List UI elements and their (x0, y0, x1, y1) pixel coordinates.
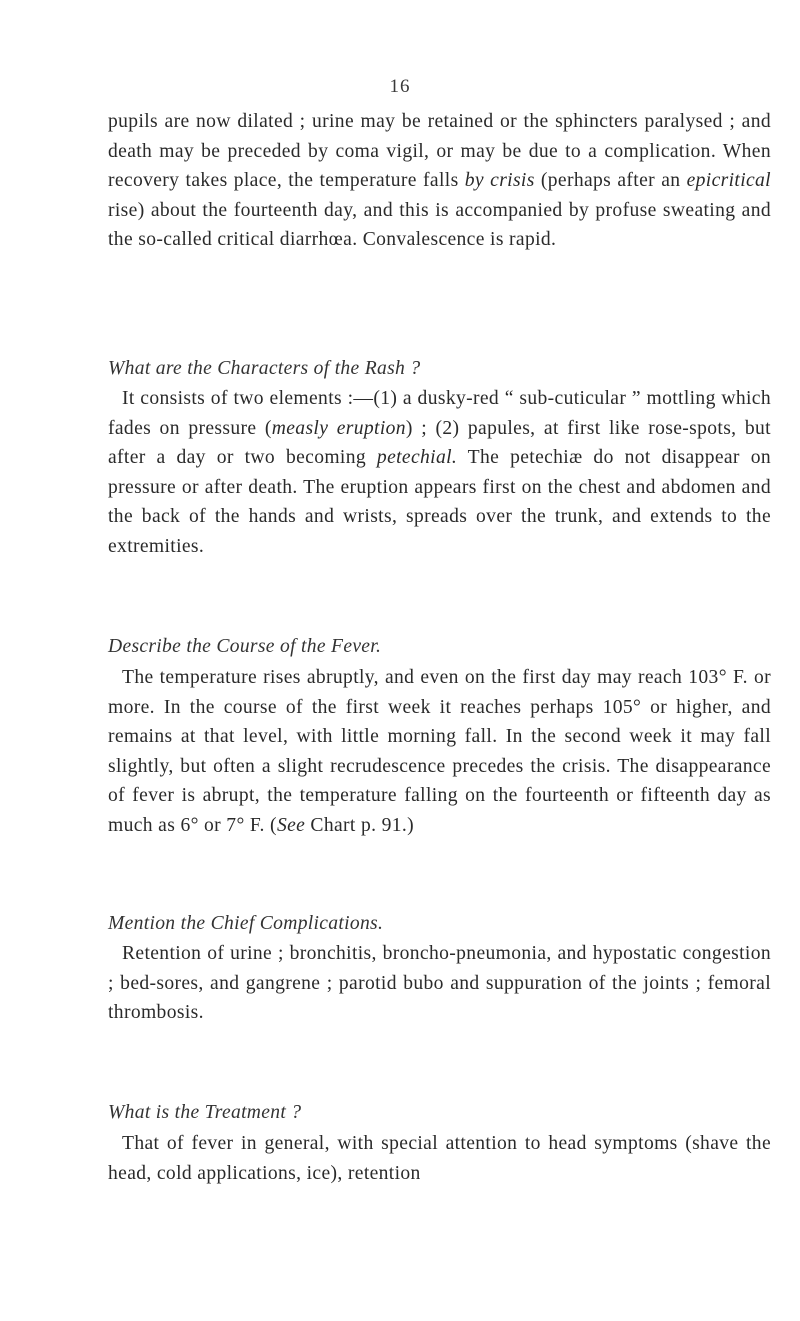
rash-text-part-2: ) ; (2) papules, at first like rose-spots, but after a day or two becoming (108, 417, 771, 469)
section-body-rash (108, 384, 771, 562)
intro-emphasis-epicritical: epicritical (686, 170, 771, 192)
course-text-part-1: The temperature rises abruptly, and even on the first day may reach 103° F. or more. In the course of the first week it reaches perhaps 105° or higher, and remains at that level, with little morning fall. In the second week it may fall slightly, but often a slight recrudescence precedes the crisis. The disappearance of fever is abrupt, the temperature falling on the fourteenth or fifteenth day as much as 6° or 7° F. ( (108, 667, 771, 836)
rash-text-part-1: It consists of two elements :—(1) a dusky-red “ sub-cuticular ” mottling which fades on pressure ( (108, 388, 771, 439)
section-body-complications (108, 939, 771, 1028)
intro-paragraph (108, 107, 771, 255)
rash-paragraph (108, 384, 771, 562)
intro-text-part-2: (perhaps after an (534, 170, 687, 192)
section-body-treatment (108, 1129, 771, 1188)
course-paragraph (108, 663, 771, 841)
rash-text-part-3: The petechiæ do not disappear on pressure or after death. The eruption appears first on the chest and abdomen and the back of the hands and wrists, spreads over the trunk, and extends to the extremities. (108, 447, 771, 557)
intro-text-part-1: pupils are now dilated ; urine may be retained or the sphincters paralysed ; and death may be preceded by coma vigil, or may be due to a complication. When recovery takes place, the temperature falls (108, 111, 771, 192)
section-heading-treatment: What is the Treatment ? (108, 1102, 302, 1123)
rash-emphasis-measly: measly eruption (271, 417, 406, 439)
intro-text (108, 107, 771, 255)
course-emphasis-see: See (276, 814, 306, 836)
course-text-part-2: Chart p. 91.) (305, 814, 415, 836)
intro-text-part-3: rise) about the fourteenth day, and this is accompanied by profuse sweating and the so-called critical diarrhœa. Convalescence is rapid. (108, 199, 771, 251)
section-heading-rash: What are the Characters of the Rash ? (108, 358, 421, 379)
section-body-course (108, 663, 771, 841)
rash-emphasis-petechial: petechial. (376, 447, 458, 469)
intro-emphasis-crisis: by crisis (464, 170, 535, 192)
section-heading-complications: Mention the Chief Complications. (108, 913, 384, 934)
page-number: 16 (389, 76, 411, 97)
treatment-paragraph: That of fever in general, with special attention to head symptoms (shave the head, cold applications, ice), retention (108, 1133, 771, 1184)
section-heading-course: Describe the Course of the Fever. (108, 636, 382, 657)
complications-paragraph: Retention of urine ; bronchitis, broncho-pneumonia, and hypostatic congestion ; bed-sores, and gangrene ; parotid bubo and suppuration of the joints ; femoral thrombosis. (108, 943, 771, 1024)
